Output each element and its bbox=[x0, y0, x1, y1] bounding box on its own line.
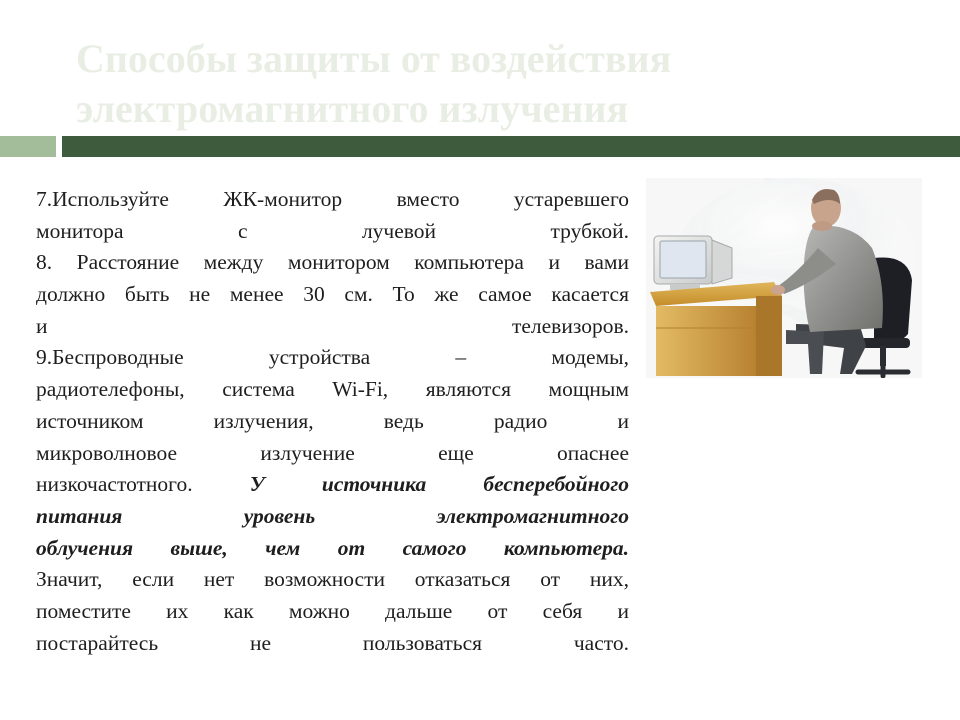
slide-title-line-2: электромагнитного излучения bbox=[76, 86, 629, 131]
body-text bbox=[36, 184, 629, 659]
body-line-emphasis: У источника бесперебойного bbox=[249, 472, 630, 497]
body-line-emphasis: облучения выше, чем от самого компьютера. bbox=[36, 535, 629, 560]
body-line: монитора с лучевой трубкой. bbox=[36, 218, 629, 243]
body-line: постарайтесь не пользоваться часто. bbox=[36, 630, 629, 655]
slide-title bbox=[76, 34, 936, 134]
accent-bar-light bbox=[0, 136, 56, 157]
accent-bar-dark bbox=[62, 136, 960, 157]
body-line: Значит, если нет возможности отказаться от них, bbox=[36, 567, 629, 592]
body-line: радиотелефоны, система Wi-Fi, являются мощным bbox=[36, 377, 629, 402]
person-at-computer-radiation-illustration bbox=[646, 178, 922, 378]
body-line: 8. Расстояние между монитором компьютера и вами bbox=[36, 250, 629, 275]
body-line: и телевизоров. bbox=[36, 313, 629, 338]
body-line-emphasis: питания уровень электромагнитного bbox=[36, 503, 629, 528]
body-line: 7.Используйте ЖК-монитор вместо устаревшего bbox=[36, 187, 629, 211]
desk-icon bbox=[650, 282, 782, 376]
crt-monitor-icon bbox=[654, 236, 732, 290]
body-line: источником излучения, ведь радио и bbox=[36, 408, 629, 433]
body-line-plain-part: низкочастотного. bbox=[36, 472, 250, 497]
body-line: поместите их как можно дальше от себя и bbox=[36, 598, 629, 623]
body-line: 9.Беспроводные устройства – модемы, bbox=[36, 345, 629, 370]
body-line: микроволновое излучение еще опаснее bbox=[36, 440, 629, 465]
slide-title-line-1: Способы защиты от воздействия bbox=[76, 36, 672, 81]
body-line-mixed bbox=[36, 469, 629, 501]
body-line-emphasis-line bbox=[36, 501, 629, 533]
body-line: должно быть не менее 30 см. То же самое касается bbox=[36, 282, 629, 307]
body-line-emphasis-line bbox=[36, 533, 629, 565]
